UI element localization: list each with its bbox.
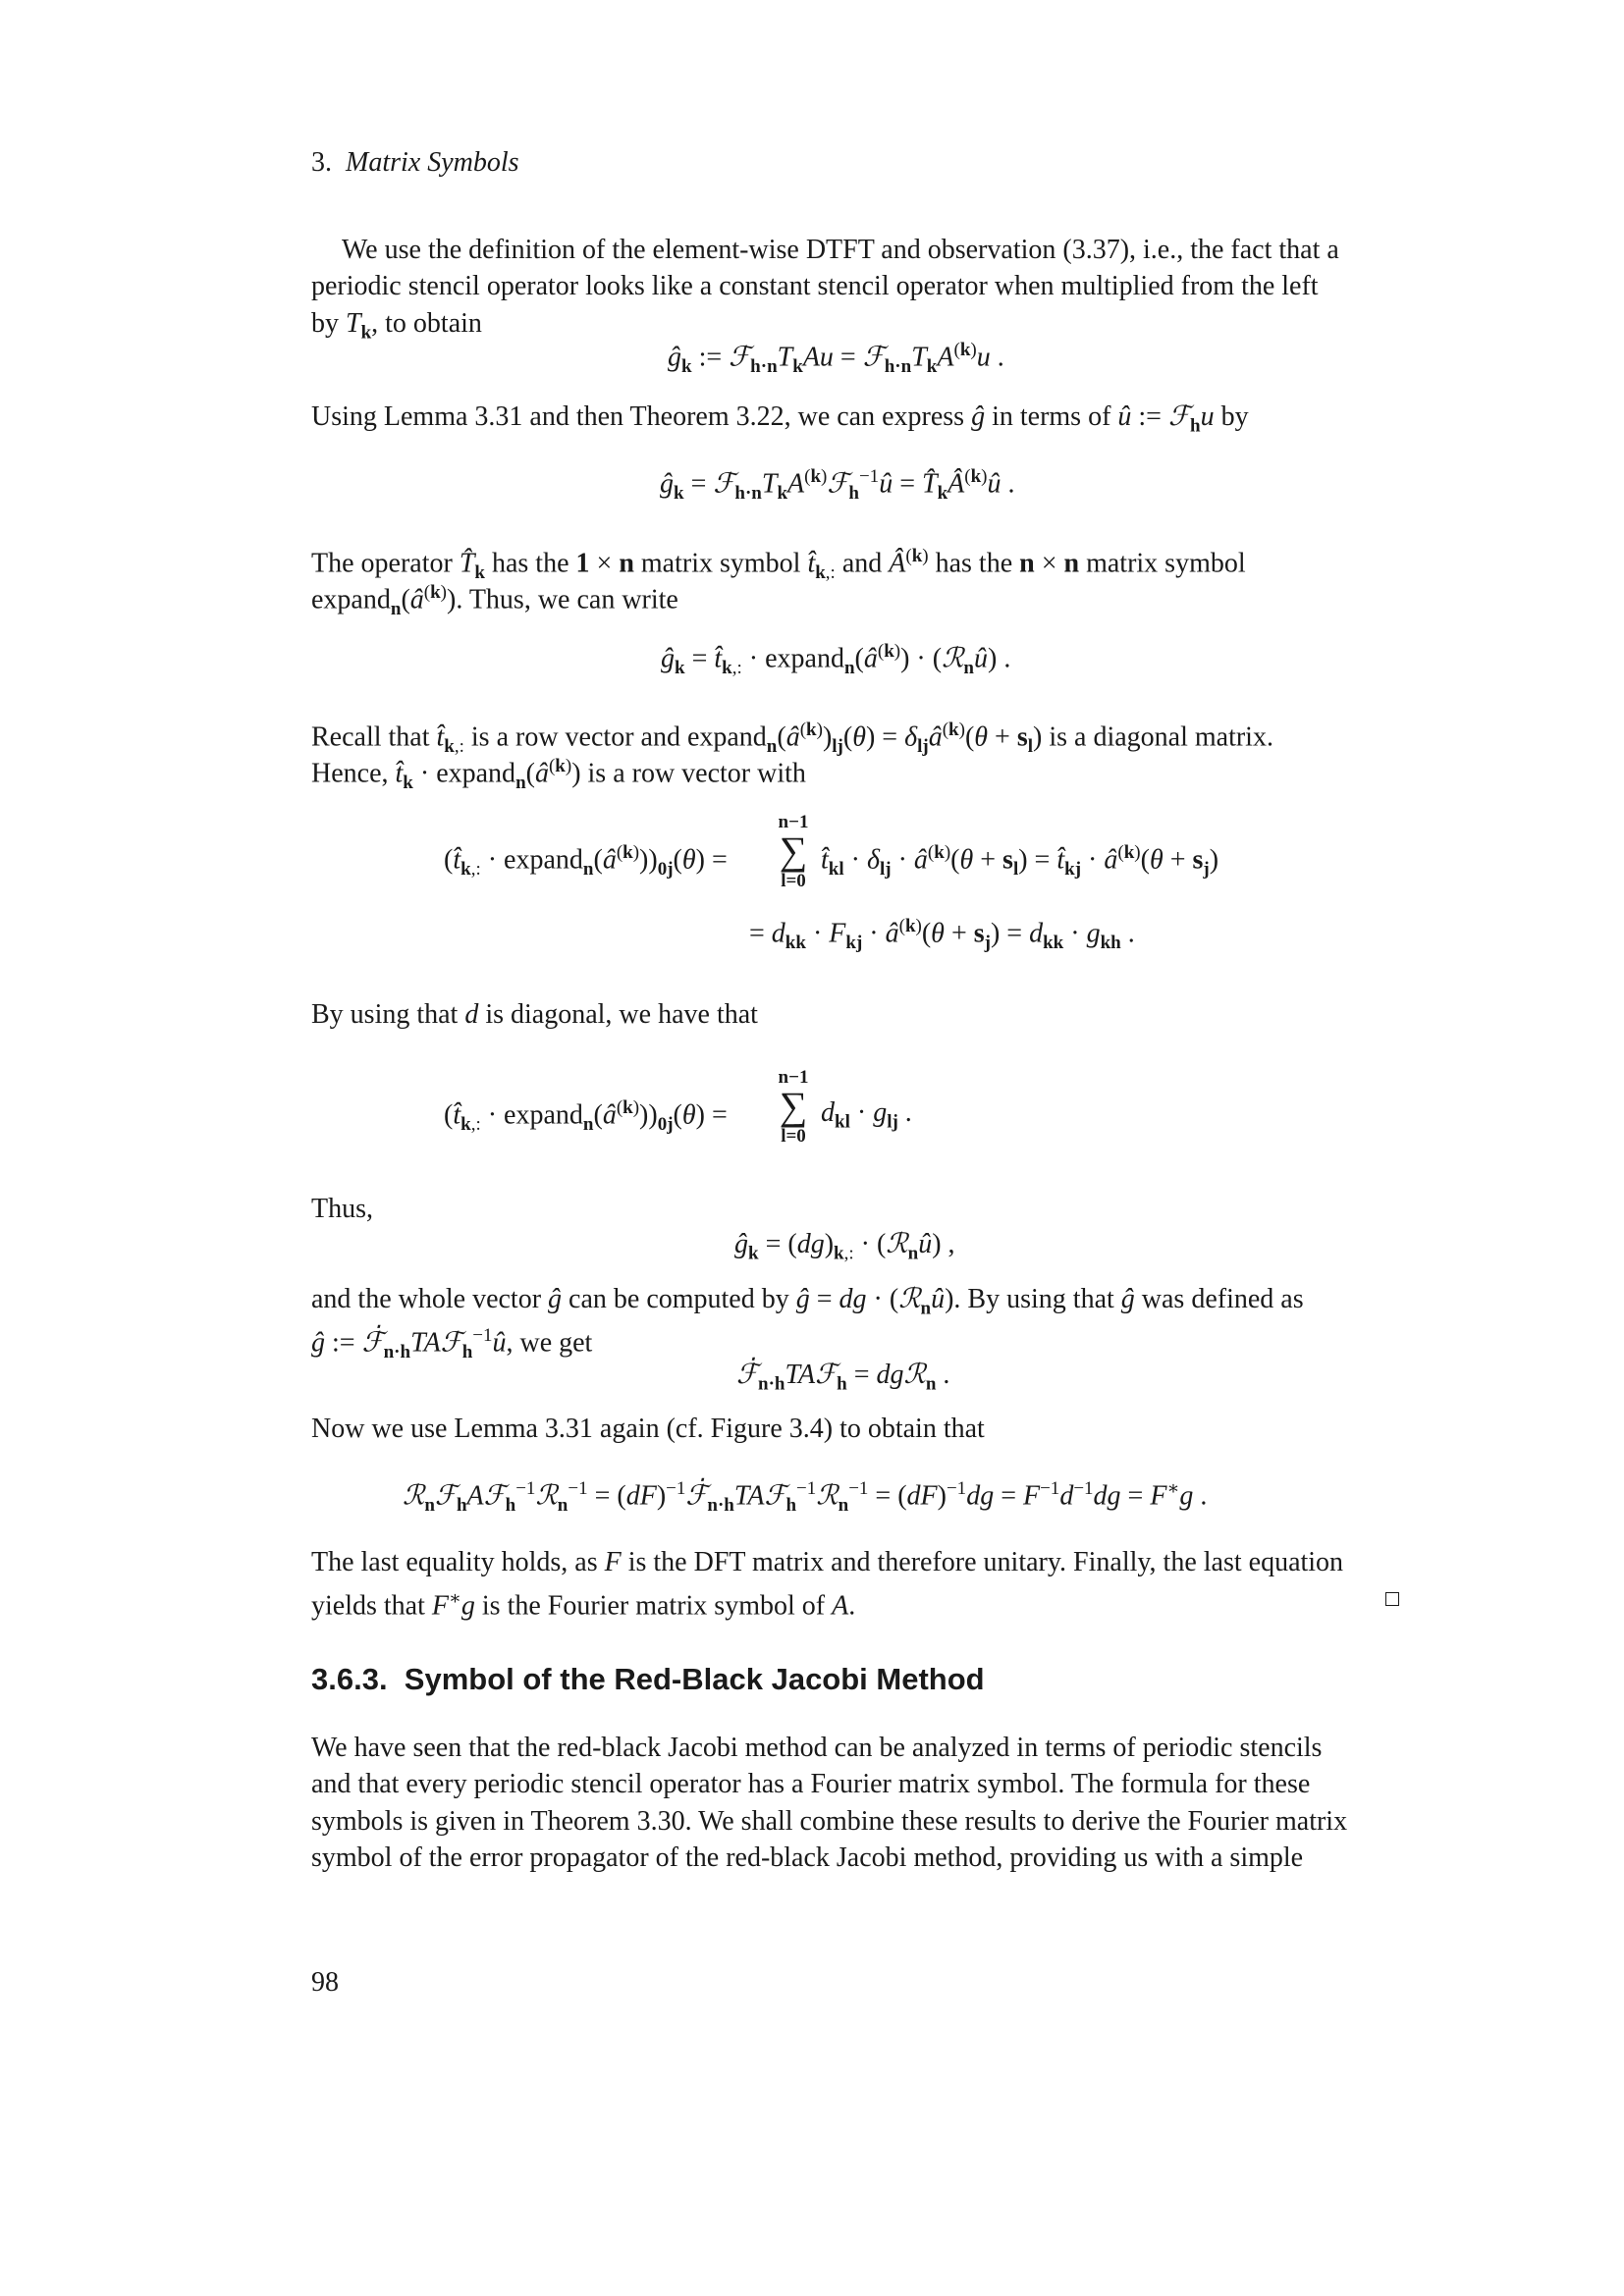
equation-part: $t̂_{kl} \cdot \delta_{lj}$ · $â^{(k)}(\theta + s_l)$ = $t̂_{kj}$ · $â^{(k)}(\theta + s_j)$ bbox=[821, 842, 1219, 880]
section-title: Symbol of the Red-Black Jacobi Method bbox=[404, 1662, 985, 1696]
equation-part: $d_{kl} \cdot g_{lj}$ . bbox=[821, 1097, 912, 1133]
paragraph-line: Now we use Lemma 3.31 again (cf. Figure 3.4) to obtain that bbox=[311, 1414, 985, 1444]
equation: $ĝ_k = (dg)_{k,:}$ · (ℛ$_n$û) , bbox=[734, 1229, 955, 1264]
paragraph-line: ĝ := $ℱ̇_{n\cdot h}TAℱ_h^{-1}û$, we get bbox=[311, 1325, 593, 1362]
equation: ℛ$_n$ℱ$_h$Aℱ$_h^{-1}$ℛ$_n^{-1}$ = $(dF)^{-1}ℱ̇_{n\cdot h}TAℱ_h^{-1}ℛ_n^{-1} = (dF)^{-1}dg = F^{-1}d^{-1}dg = F^∗g$ . bbox=[403, 1478, 1208, 1516]
running-header bbox=[311, 147, 519, 179]
paragraph-line: by $T_k$, to obtain bbox=[311, 308, 482, 344]
equation: ($t̂_{k,:}$ · $expand_n(â^{(k)}))_{0j}(\theta)$ = bbox=[444, 1097, 728, 1135]
equation: $ℱ̇_{n\cdot h}TAℱ_h$ = dgℛ$_n$ . bbox=[736, 1360, 950, 1395]
paragraph-line: We use the definition of the element-wise DTFT and observation (3.37), i.e., the fact that a bbox=[342, 235, 1339, 265]
paragraph-line: Hence, $t̂_k$ · $expand_n(â^{(k)})$ is a row vector with bbox=[311, 756, 806, 793]
equation: = $d_{kk} \cdot F_{kj}$ · $â^{(k)}(\theta + s_j) = d_{kk} \cdot g_{kh}$ . bbox=[749, 916, 1135, 953]
section-number: 3.6.3. bbox=[311, 1662, 388, 1696]
summation-sign: n−1 ∑ l=0 bbox=[778, 1067, 809, 1147]
paragraph-line: yields that F∗g is the Fourier matrix symbol of A. bbox=[311, 1588, 856, 1622]
equation: ($t̂_{k,:}$ · $expand_n(â^{(k)}))_{0j}(\theta)$ = bbox=[444, 842, 728, 880]
paragraph-line: The operator $T̂_k$ has the 1 × n matrix symbol $t̂_{k,:}$ and $Â^{(k)}$ has the n × n matrix symbol bbox=[311, 546, 1246, 583]
paragraph-line: symbol of the error propagator of the red-black Jacobi method, providing us with a simple bbox=[311, 1842, 1304, 1873]
paragraph-line: Recall that $t̂_{k,:}$ is a row vector and $expand_n(â^{(k)})_{lj}(\theta)$ = $\delta_{lj}â^{(k)}(\theta + s_l)$ is a diagonal matrix. bbox=[311, 720, 1273, 757]
equation: $ĝ_k$ = $ℱ_{h\cdot n}T_kA^{(k)}ℱ_h^{-1}û$ = $T̂_kÂ^{(k)}û$ . bbox=[660, 466, 1015, 504]
paragraph-line: and the whole vector ĝ can be computed by ĝ = dg · (ℛ$_n$û). By using that ĝ was defined as bbox=[311, 1284, 1304, 1319]
qed-symbol bbox=[1385, 1592, 1399, 1611]
section-heading bbox=[311, 1662, 985, 1697]
paragraph-line: and that every periodic stencil operator has a Fourier matrix symbol. The formula for these bbox=[311, 1769, 1311, 1799]
paragraph-line: periodic stencil operator looks like a constant stencil operator when multiplied from the left bbox=[311, 271, 1319, 301]
paragraph-line: Using Lemma 3.31 and then Theorem 3.22, we can express ĝ in terms of û := ℱ$_h$u by bbox=[311, 401, 1249, 437]
summation-sign: n−1 ∑ l=0 bbox=[778, 812, 809, 891]
chapter-number: 3. bbox=[311, 147, 332, 178]
paragraph-line: Thus, bbox=[311, 1194, 373, 1224]
paragraph-line: symbols is given in Theorem 3.30. We shall combine these results to derive the Fourier matrix bbox=[311, 1806, 1348, 1837]
paragraph-line: We have seen that the red-black Jacobi method can be analyzed in terms of periodic stencils bbox=[311, 1733, 1323, 1763]
paragraph-line: The last equality holds, as F is the DFT matrix and therefore unitary. Finally, the last equation bbox=[311, 1547, 1344, 1577]
chapter-title: Matrix Symbols bbox=[346, 147, 519, 178]
equation: $ĝ_k$ := $ℱ_{h\cdot n}T_kAu$ = $ℱ_{h\cdot n}T_kA^{(k)}u$ . bbox=[668, 340, 1004, 377]
paragraph-line: $expand_n(â^{(k)})$. Thus, we can write bbox=[311, 582, 678, 619]
page-number: 98 bbox=[311, 1967, 339, 1998]
equation: $ĝ_k$ = $t̂_{k,:}$ · $expand_n(â^{(k)})$ · (ℛ$_n$û) . bbox=[661, 641, 1011, 678]
paragraph-line: By using that d is diagonal, we have that bbox=[311, 999, 758, 1030]
